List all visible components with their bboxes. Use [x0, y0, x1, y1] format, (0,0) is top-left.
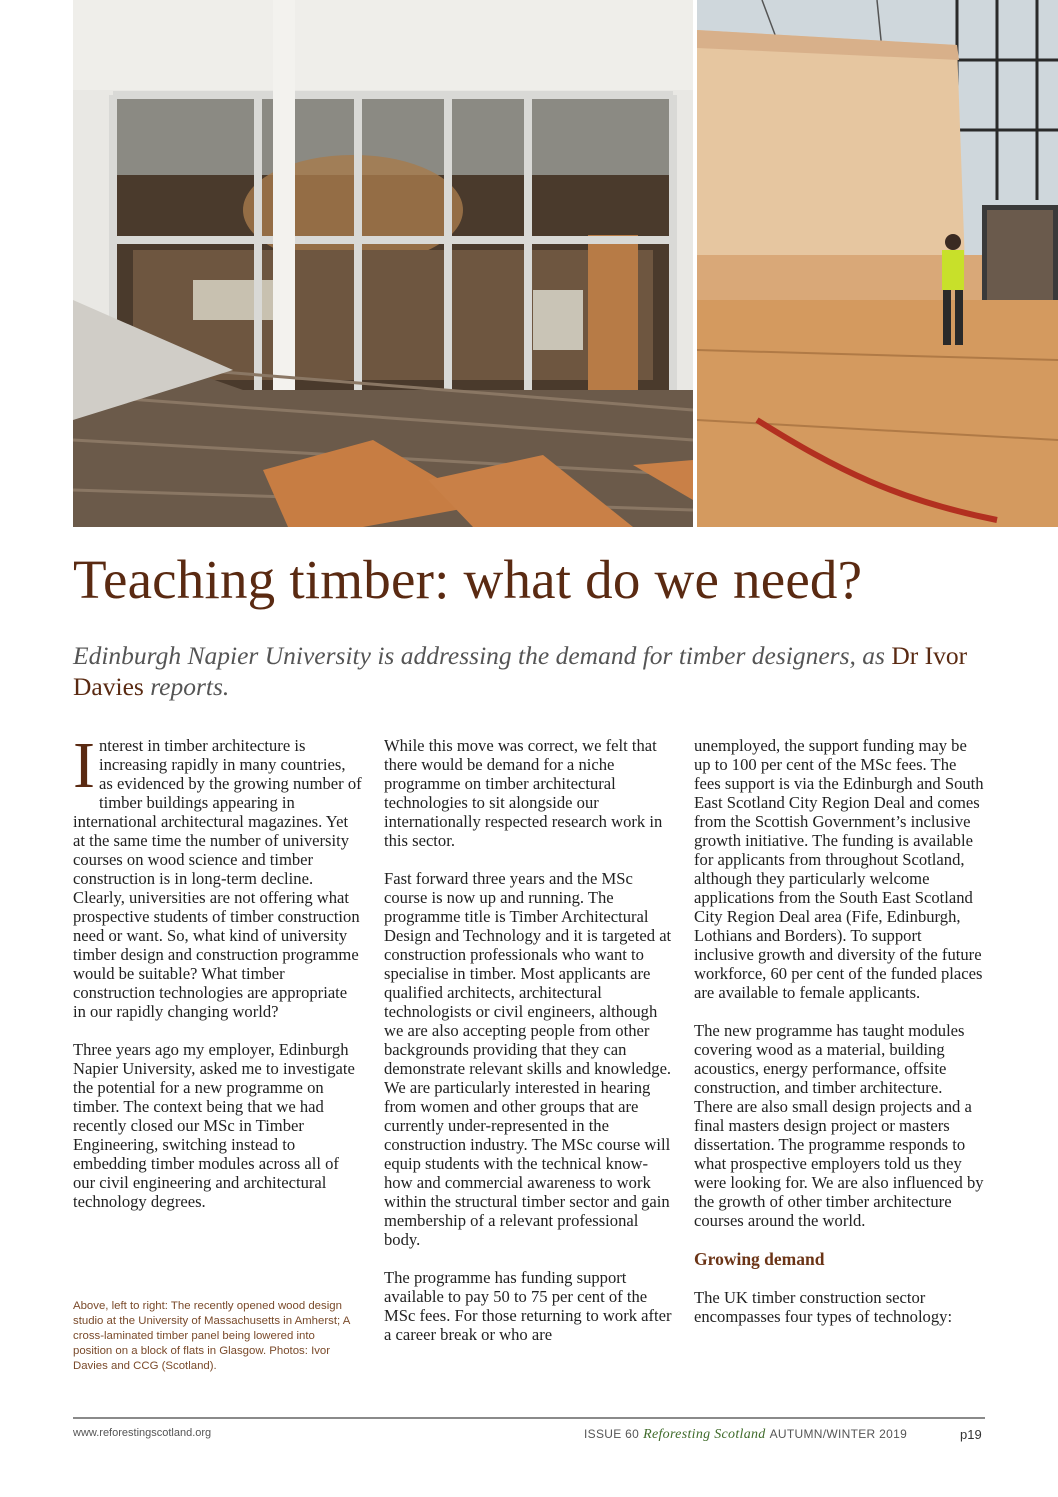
paragraph: unemployed, the support funding may be up to 100 per cent of the MSc fees. The fees support is via the Edinburgh and South East Scotland City Region Deal and comes from the Scottish Government’s inclusive growth initiative. The funding is available for applicants from throughout Scotland, although they particularly welcome applications from the South East Scotland City Region Deal area (Fife, Edinburgh, Lothians and Borders). To support inclusive growth and diversity of the future workforce, 60 per cent of the funded places are available to female applicants.	[694, 736, 984, 1002]
page-number: p19	[960, 1427, 982, 1442]
drop-cap: I	[73, 729, 95, 802]
photo-caption: Above, left to right: The recently opened wood design studio at the University of Massachusetts in Amherst; A cross-laminated timber panel being lowered into position on a block of flats in Glasgow. Photos: Ivor Davies and CCG (Scotland).	[73, 1300, 350, 1372]
subheading-growing-demand: Growing demand	[694, 1249, 825, 1269]
standfirst-text-2: reports.	[143, 672, 230, 701]
paragraph	[73, 729, 363, 1021]
footer-magazine-name: Reforesting Scotland	[643, 1427, 766, 1442]
photo-clt-panel	[697, 0, 1058, 527]
footer-website-link[interactable]: www.reforestingscotland.org	[73, 1427, 212, 1439]
paragraph: The programme has funding support available to pay 50 to 75 per cent of the MSc fees. For those returning to work after a career break or who are	[384, 1268, 672, 1344]
studio-photo-illustration	[73, 0, 693, 527]
paragraph: The new programme has taught modules covering wood as a material, building acoustics, energy performance, offsite construction, and timber architecture. There are also small design projects and a final masters design project or masters dissertation. The programme responds to what prospective employers told us they were looking for. We are also influenced by the growth of other timber architecture courses around the world.	[694, 1021, 984, 1230]
standfirst-text-1: Edinburgh Napier University is addressing the demand for timber designers, as	[73, 641, 892, 670]
clt-photo-illustration	[697, 0, 1058, 527]
paragraph: Fast forward three years and the MSc course is now up and running. The programme title is Timber Architectural Design and Technology and it is targeted at construction professionals who want to specialise in timber. Most applicants are qualified architects, architectural technologists or civil engineers, although we are also accepting people from other backgrounds providing that they can demonstrate relevant skills and knowledge. We are particularly interested in hearing from women and other groups that are currently under-represented in the construction industry. The MSc course will equip students with the technical know-how and commercial awareness to work within the structural timber sector and gain membership of a relevant professional body.	[384, 869, 672, 1249]
article-standfirst	[73, 640, 973, 702]
author-name: Dr Ivor Davies	[73, 641, 968, 701]
paragraph: While this move was correct, we felt that there would be demand for a niche programme on timber architectural technologies to sit alongside our internationally respected research work in this sector.	[384, 736, 663, 850]
footer-rule	[73, 1417, 985, 1419]
footer-season: AUTUMN/WINTER 2019	[769, 1427, 908, 1441]
paragraph: The UK timber construction sector encompasses four types of technology:	[694, 1288, 953, 1326]
article-column-2	[384, 736, 674, 1363]
paragraph: Three years ago my employer, Edinburgh Napier University, asked me to investigate the potential for a new programme on timber. The context being that we had recently closed our MSc in Timber Engineering, switching instead to embedding timber modules across all of our civil engineering and architectural technology degrees.	[73, 1040, 355, 1211]
paragraph-text: nterest in timber architecture is increasing rapidly in many countries, as evidenced by the growing number of timber buildings appearing in international architectural magazines. Yet at the same time the number of university courses on wood science and timber construction is in long-term decline. Clearly, universities are not offering what prospective students of timber construction need or want. So, what kind of university timber design and construction programme would be suitable? What timber construction technologies are appropriate in our rapidly changing world?	[73, 736, 362, 1021]
footer-issue-info	[584, 1427, 907, 1443]
photo-wood-design-studio	[73, 0, 693, 527]
article-column-1	[73, 729, 363, 1230]
footer-issue: ISSUE 60	[584, 1427, 640, 1441]
article-column-3	[694, 736, 984, 1345]
article-headline: Teaching timber: what do we need?	[73, 549, 863, 610]
